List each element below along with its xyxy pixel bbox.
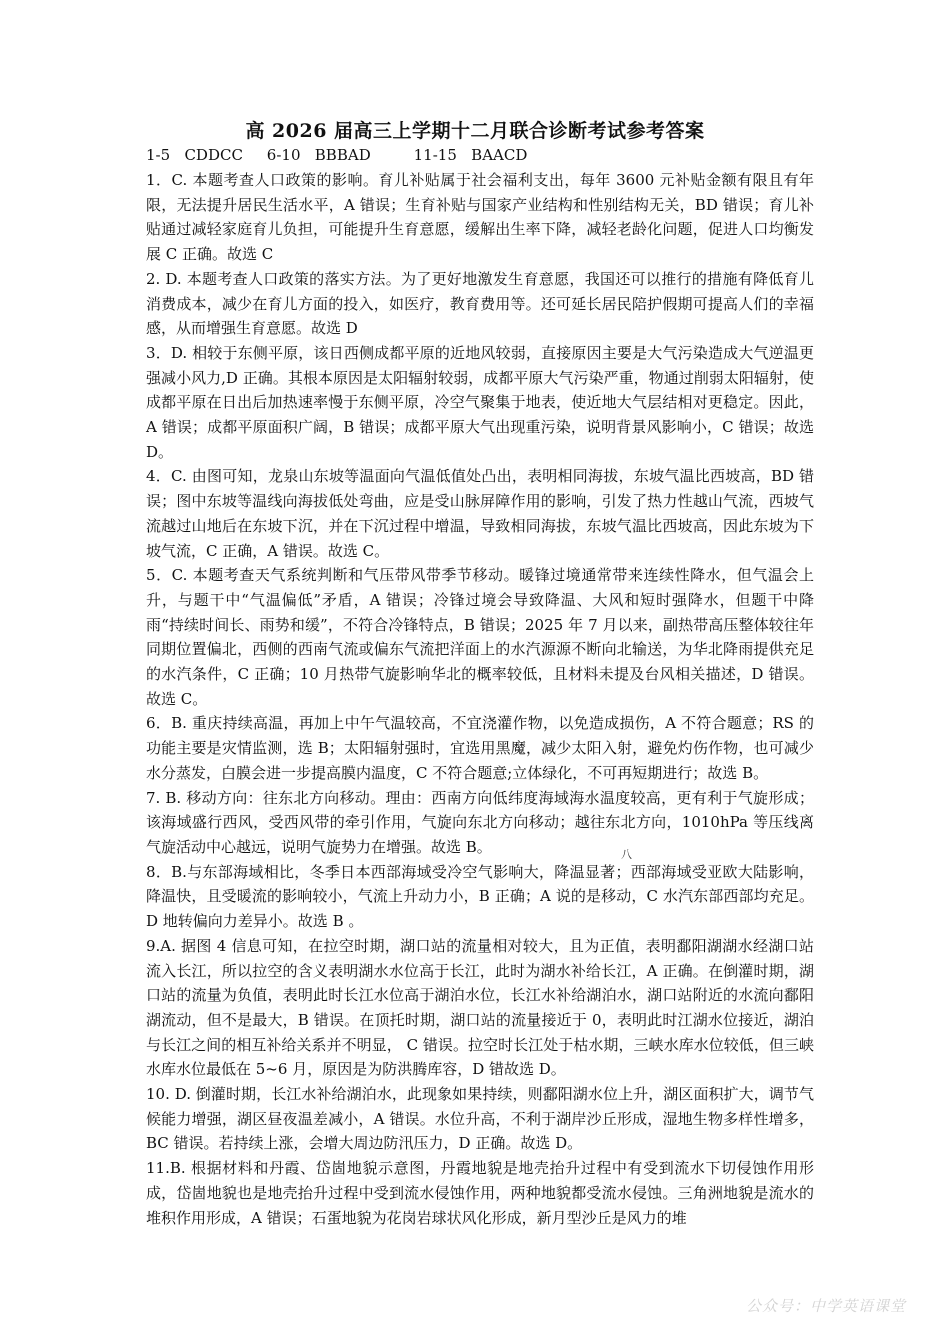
multiple-choice-answer-key: 1-5 CDDCC 6-10 BBBAD 11-15 BAACD <box>146 146 528 164</box>
answer-explanation-5: 5．C. 本题考查天气系统判断和气压带风带季节移动。暖锋过境通常带来连续性降水，但气温会上升，与题干中“气温偏低”矛盾，A 错误；冷锋过境会导致降温、大风和短时强降水，但题干中降雨“持续时间长、雨势和缓”，不符合冷锋特点，B 错误；2025 年 7 月以来，副热带高压整体较往年同期位置偏北，西侧的西南气流或偏东气流把洋面上的水汽源源不断向北输送，为华北降雨提供充足的水汽条件，C 正确；10 月热带气旋影响华北的概率较低，且材料未提及台风相关描述，D 错误。故选 C。 <box>146 566 814 708</box>
answer-explanation-4: 4．C. 由图可知，龙泉山东坡等温面向气温低值处凸出，表明相同海拔，东坡气温比西坡高，BD 错误；图中东坡等温线向海拔低处弯曲，应是受山脉屏障作用的影响，引发了热力性越山气流，西坡气流越过山地后在东坡下沉，并在下沉过程中增温，导致相同海拔，东坡气温比西坡高，因此东坡为下坡气流，C 正确，A 错误。故选 C。 <box>146 467 814 560</box>
stray-handwritten-mark: 八 <box>621 848 632 861</box>
watermark-text: 公众号：中学英语课堂 <box>745 1297 906 1315</box>
answer-explanation-7: 7. B. 移动方向：往东北方向移动。理由：西南方向低纬度海域海水温度较高，更有利于气旋形成；该海域盛行西风，受西风带的牵引作用，气旋向东北方向移动；越往东北方向，1010hPa 等压线离气旋活动中心越远，说明气旋势力在增强。故选 B。 <box>146 788 814 856</box>
document-title: 高 2026 届高三上学期十二月联合诊断考试参考答案 <box>245 120 705 142</box>
answer-explanation-8: 8．B.与东部海域相比，冬季日本西部海域受冷空气影响大，降温显著；西部海域受亚欧大陆影响，降温快，且受暖流的影响较小，气流上升动力小，B 正确；A 说的是移动，C 水汽东部西部均充足。D 地转偏向力差异小。故选 B 。 <box>146 862 814 931</box>
answer-explanations <box>146 168 814 1230</box>
answer-explanation-6: 6．B. 重庆持续高温，再加上中午气温较高，不宜浇灌作物，以免造成损伤，A 不符合题意；RS 的功能主要是灾情监测，选 B；太阳辐射强时，宜选用黑魔，减少太阳入射，避免灼伤作物，也可减少水分蒸发，白膜会进一步提高膜内温度，C 不符合题意;立体绿化，不可再短期进行；故选 B。 <box>146 714 814 782</box>
answer-explanation-3: 3．D. 相较于东侧平原，该日西侧成都平原的近地风较弱，直接原因主要是大气污染造成大气逆温更强减小风力,D 正确。其根本原因是太阳辐射较弱，成都平原大气污染严重，物通过削弱太阳辐射，使成都平原在日出后加热速率慢于东侧平原，冷空气聚集于地表，使近地大气层结相对更稳定。因此，A 错误；成都平原面积广阔，B 错误；成都平原大气出现重污染，说明背景风影响小，C 错误；故选 D。 <box>146 343 814 461</box>
answer-explanation-9: 9.A. 据图 4 信息可知，在拉空时期，湖口站的流量相对较大，且为正值，表明鄱阳湖湖水经湖口站流入长江，所以拉空的含义表明湖水水位高于长江，此时为湖水补给长江，A 正确。在倒灌时期，湖口站的流量为负值，表明此时长江水位高于湖泊水位，长江水补给湖泊水，湖口站附近的水流向鄱阳湖流动，但不是最大，B 错误。在顶托时期，湖口站的流量接近于 0，表明此时江湖水位接近，湖泊与长江之间的相互补给关系并不明显， C 错误。拉空时长江处于枯水期，三峡水库水位较低，但三峡水库水位最低在 5~6 月，原因是为防洪腾库容，D 错故选 D。 <box>146 936 814 1079</box>
answer-explanation-10: 10. D. 倒灌时期，长江水补给湖泊水，此现象如果持续，则鄱阳湖水位上升，湖区面积扩大，调节气候能力增强，湖区昼夜温差减小，A 错误。水位升高，不利于湖岸沙丘形成，湿地生物多样性增多， BC 错误。若持续上涨，会增大周边防汛压力，D 正确。故选 D。 <box>146 1085 814 1153</box>
answer-explanation-11: 11.B. 根据材料和丹霞、岱崮地貌示意图，丹霞地貌是地壳抬升过程中有受到流水下切侵蚀作用形成，岱崮地貌也是地壳抬升过程中受到流水侵蚀作用，两种地貌都受流水侵蚀。三角洲地貌是流水的堆积作用形成，A 错误；石蛋地貌为花岗岩球状风化形成，新月型沙丘是风力的堆 <box>146 1159 814 1227</box>
answer-explanation-2: 2. D. 本题考查人口政策的落实方法。为了更好地激发生育意愿，我国还可以推行的措施有降低育儿消费成本，减少在育儿方面的投入，如医疗，教育费用等。还可延长居民陪护假期可提高人们的幸福感，从而增强生育意愿。故选 D <box>146 269 814 338</box>
answer-explanation-1: 1．C. 本题考查人口政策的影响。育儿补贴属于社会福利支出，每年 3600 元补贴金额有限且有年限，无法提升居民生活水平，A 错误；生育补贴与国家产业结构和性别结构无关，BD 错误；育儿补贴通过减轻家庭育儿负担，可能提升生育意愿，缓解出生率下降，减轻老龄化问题，促进人口均衡发展 C 正确。故选 C <box>146 171 814 264</box>
